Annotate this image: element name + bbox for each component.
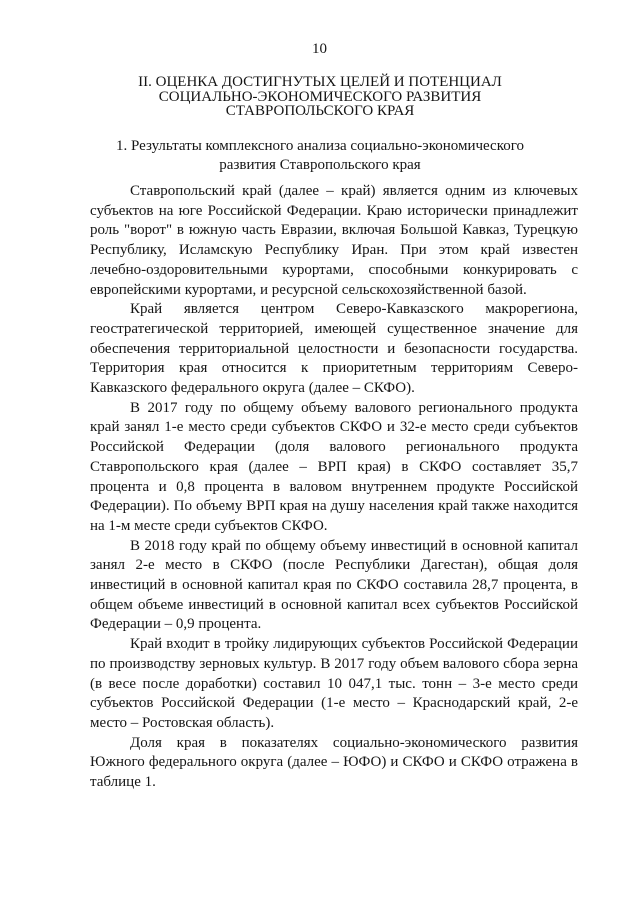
section-title-line: II. ОЦЕНКА ДОСТИГНУТЫХ ЦЕЛЕЙ И ПОТЕНЦИАЛ (138, 74, 502, 90)
paragraph: Доля края в показателях социально-экономического развития Южного федерального округа (далее – ЮФО) и СКФО и СКФО отражена в таблице 1. (90, 734, 578, 791)
subsection-title-line: 1. Результаты комплексного анализа социально-экономического (115, 138, 525, 154)
section-title-line: СОЦИАЛЬНО-ЭКОНОМИЧЕСКОГО РАЗВИТИЯ (158, 88, 482, 105)
body-text (90, 182, 578, 793)
paragraph: Край является центром Северо-Кавказского макрорегиона, геостратегической территорией, имеющей существенное значение для обеспечения территориальной целостности и безопасности государства. Территория края относится к приоритетным территориям Северо-Кавказского федерального округа (далее – СКФО). (90, 301, 578, 397)
subsection-title-line: развития Ставропольского края (219, 157, 421, 173)
page-number: 10 (312, 41, 327, 57)
paragraph: В 2018 году край по общему объему инвестиций в основной капитал занял 2-е место в СКФО (после Республики Дагестан), общая доля инвестиций в основной капитал края по СКФО составила 28,7 процента, в общем объеме инвестиций в основной капитал всех субъектов Российской Федерации – 0,9 процента. (90, 537, 578, 633)
section-title-line: СТАВРОПОЛЬСКОГО КРАЯ (225, 103, 415, 119)
subsection-title (100, 137, 540, 175)
section-title (120, 75, 520, 119)
paragraph: Ставропольский край (далее – край) является одним из ключевых субъектов на юге Российской Федерации. Краю исторически принадлежит роль "ворот" в южную часть Евразии, включая Большой Кавказ, Турецкую Республику, Исламскую Республику Иран. При этом край известен лечебно-оздоровительными курортами, способными конкурировать с европейскими курортами, и ресурсной сельскохозяйственной базой. (90, 183, 578, 298)
paragraph: Край входит в тройку лидирующих субъектов Российской Федерации по производству зерновых культур. В 2017 году объем валового сбора зерна (в весе после доработки) составил 10 047,1 тыс. тонн – 3-е место среди субъектов Российской Федерации (1-е место – Краснодарский край, 2-е место – Ростовская область). (90, 636, 578, 731)
paragraph: В 2017 году по общему объему валового регионального продукта край занял 1-е место среди субъектов СКФО и 32-е место среди субъектов Российской Федерации (доля валового регионального продукта Ставропольского края (далее – ВРП края) в СКФО составляет 35,7 процента и 0,8 процента в валовом внутреннем продукте Российской Федерации). По объему ВРП края на душу населения край также находится на 1-м месте среди субъектов СКФО. (90, 399, 578, 534)
